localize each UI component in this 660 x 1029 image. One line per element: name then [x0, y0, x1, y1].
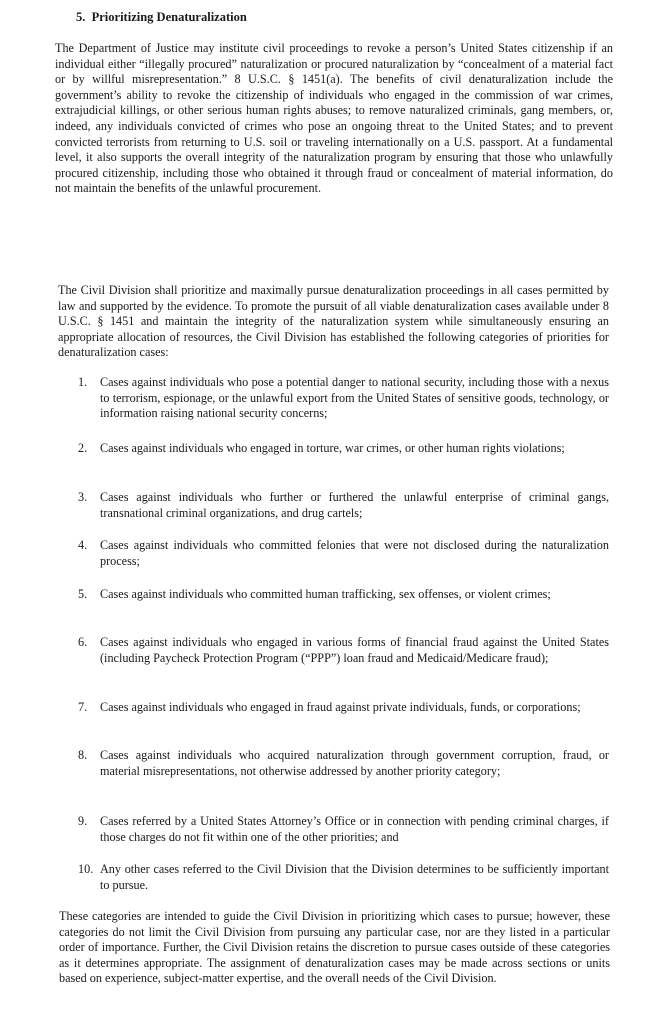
section-heading: 5. Prioritizing Denaturalization — [76, 10, 247, 24]
list-item-number: 7. — [78, 700, 88, 714]
intro-paragraph: The Department of Justice may institute civil proceedings to revoke a person’s United States citizenship if an individual either “illegally procured” naturalization or procured naturalization by “concealment of a material fact or by willful misrepresentation.” 8 U.S.C. § 1451(a). The benefits of civil denaturalization include the government’s ability to revoke the citizenship of individuals who engaged in the commission of war crimes, extrajudicial killings, or other serious human rights abuses; to remove naturalized criminals, gang members, or, indeed, any individuals convicted of crimes who pose an ongoing threat to the United States; and to prevent convicted terrorists from returning to U.S. soil or traveling internationally on a U.S. passport. At a fundamental level, it also supports the overall integrity of the naturalization program by ensuring that those who unlawfully procured citizenship, including those who obtained it through fraud or concealment of material information, do not maintain the benefits of the unlawful procurement. — [55, 41, 613, 196]
list-item — [78, 862, 609, 893]
list-item — [78, 748, 609, 779]
list-item — [78, 814, 609, 845]
list-item-number: 1. — [78, 375, 88, 389]
list-item-text: Cases against individuals who further or furthered the unlawful enterprise of criminal gangs, transnational criminal organizations, and drug cartels; — [100, 490, 609, 520]
list-item-number: 2. — [78, 441, 88, 455]
closing-paragraph: These categories are intended to guide the Civil Division in prioritizing which cases to pursue; however, these categories do not limit the Civil Division from pursuing any particular case, nor are they listed in a particular order of importance. Further, the Civil Division retains the discretion to pursue cases outside of these categories as it determines appropriate. The assignment of denaturalization cases may be made across sections or units based on experience, subject-matter expertise, and the overall needs of the Civil Division. — [59, 909, 610, 986]
list-item-text: Cases against individuals who engaged in torture, war crimes, or other human rights violations; — [100, 441, 565, 455]
list-item — [78, 538, 609, 569]
list-item-text: Cases against individuals who acquired naturalization through government corruption, fraud, or material misrepresentations, not otherwise addressed by another priority category; — [100, 748, 609, 778]
list-item-text: Cases against individuals who pose a potential danger to national security, including those with a nexus to terrorism, espionage, or the unlawful export from the United States of sensitive goods, technology, or information raising national security concerns; — [100, 375, 609, 421]
list-item — [78, 441, 609, 457]
list-item-number: 8. — [78, 748, 88, 762]
list-item-number: 3. — [78, 490, 88, 504]
list-item-text: Cases against individuals who engaged in various forms of financial fraud against the United States (including Paycheck Protection Program (“PPP”) loan fraud and Medicaid/Medicare fraud); — [100, 635, 609, 665]
list-item — [78, 490, 609, 521]
list-item — [78, 635, 609, 666]
list-item-number: 5. — [78, 587, 88, 601]
list-item-text: Cases against individuals who committed human trafficking, sex offenses, or violent crimes; — [100, 587, 551, 601]
list-item-number: 10. — [78, 862, 94, 876]
list-item-text: Cases against individuals who engaged in fraud against private individuals, funds, or corporations; — [100, 700, 581, 714]
list-item-number: 6. — [78, 635, 88, 649]
priority-paragraph: The Civil Division shall prioritize and maximally pursue denaturalization proceedings in all cases permitted by law and supported by the evidence. To promote the pursuit of all viable denaturalization cases available under 8 U.S.C. § 1451 and maintain the integrity of the naturalization system while simultaneously ensuring an appropriate allocation of resources, the Civil Division has established the following categories of priorities for denaturalization cases: — [58, 283, 609, 360]
list-item — [78, 375, 609, 422]
list-item — [78, 587, 609, 603]
list-item-text: Cases referred by a United States Attorney’s Office or in connection with pending criminal charges, if those charges do not fit within one of the other priorities; and — [100, 814, 609, 844]
list-item-number: 4. — [78, 538, 88, 552]
list-item — [78, 700, 609, 716]
list-item-text: Any other cases referred to the Civil Division that the Division determines to be sufficiently important to pursue. — [100, 862, 609, 892]
list-item-text: Cases against individuals who committed felonies that were not disclosed during the naturalization process; — [100, 538, 609, 568]
list-item-number: 9. — [78, 814, 88, 828]
